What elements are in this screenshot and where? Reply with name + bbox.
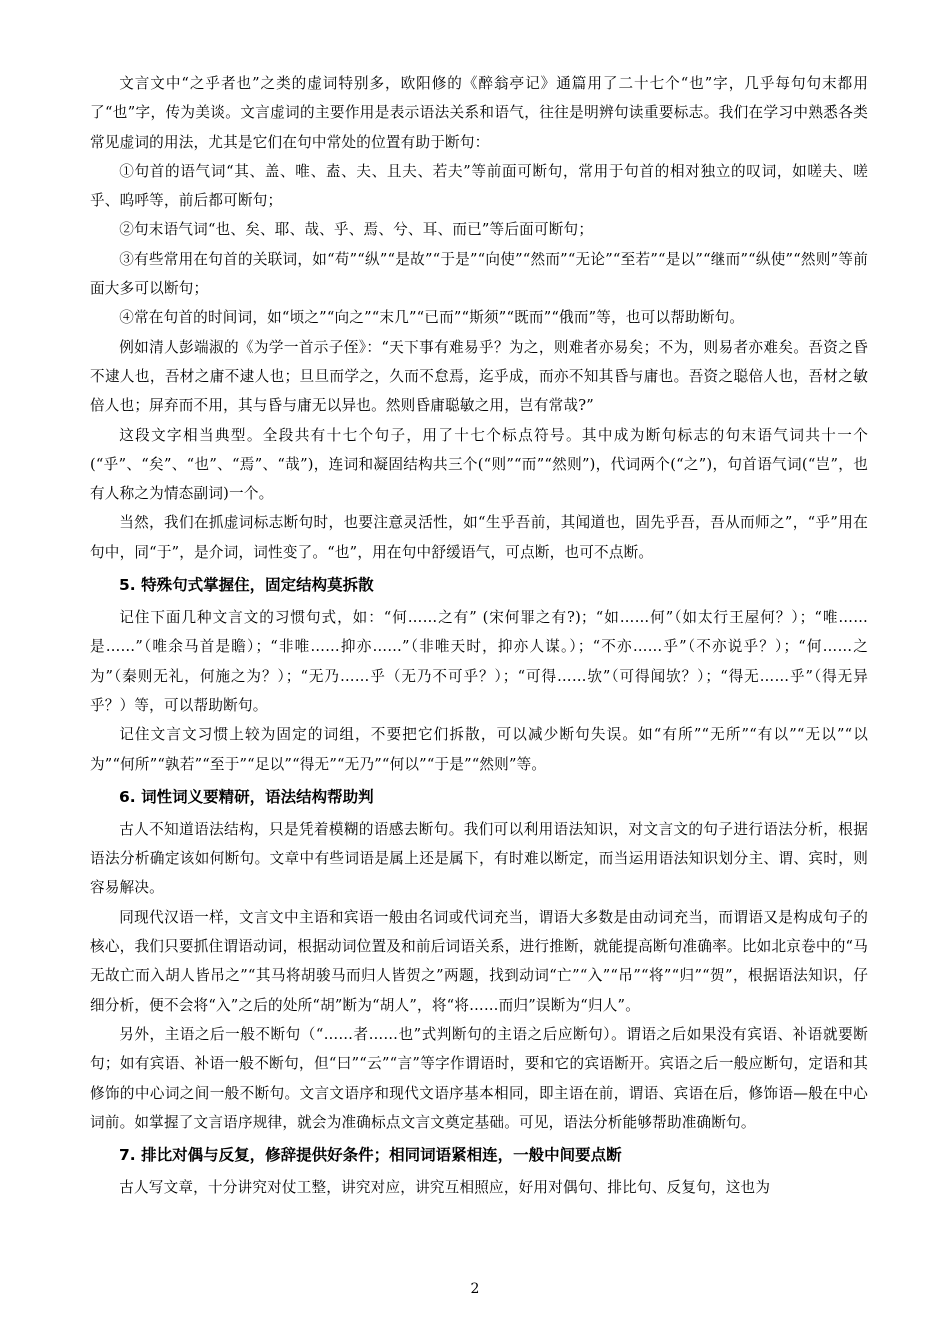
paragraph: 另外，主语之后一般不断句（“……者……也”式判断句的主语之后应断句）。谓语之后如果没有宾语、补语就要断句；如有宾语、补语一般不断句，但“曰”“云”“言”等字作谓语时，要和它的宾语断开。宾语之后一般应断句，定语和其修饰的中心词之间一般不断句。文言文语序和现代文语序基本相同，即主语在前，谓语、宾语在后，修饰语—般在中心词前。如掌握了文言语序规律，就会为准确标点文言文奠定基础。可见，语法分析能够帮助准确断句。 [90, 1025, 868, 1131]
paragraph: 古人不知道语法结构，只是凭着模糊的语感去断句。我们可以利用语法知识，对文言文的句子进行语法分析，根据语法分析确定该如何断句。文章中有些词语是属上还是属下，有时难以断定，而当运用语法知识划分主、谓、宾时，则容易解决。 [90, 820, 868, 897]
section-heading: 5. 特殊句式掌握住，固定结构莫拆散 [119, 576, 374, 595]
paragraph: 记住文言文习惯上较为固定的词组，不要把它们拆散，可以减少断句失误。如“有所”“无所”“有以”“无以”“以为”“何所”“孰若”“至于”“足以”“得无”“无乃”“何以”“于是”“然则”等。 [90, 726, 868, 773]
paragraph: ②句末语气词“也、矣、耶、哉、乎、焉、兮、耳、而已”等后面可断句； [119, 221, 594, 239]
paragraph: 文言文中“之乎者也”之类的虚词特别多，欧阳修的《醉翁亭记》通篇用了二十七个“也”字，几乎每句句末都用了“也”字，传为美谈。文言虚词的主要作用是表示语法关系和语气，往往是明辨句读重要标志。我们在学习中熟悉各类常见虚词的用法，尤其是它们在句中常处的位置有助于断句： [90, 75, 868, 151]
paragraph: 古人写文章，十分讲究对仗工整，讲究对应，讲究互相照应，好用对偶句、排比句、反复句，这也为 [119, 1179, 771, 1197]
section-heading: 7. 排比对偶与反复，修辞提供好条件；相同词语紧相连，一般中间要点断 [119, 1146, 622, 1165]
paragraph: 当然，我们在抓虚词标志断句时，也要注意灵活性，如“生乎吾前，其闻道也，固先乎吾，吾从而师之”，“乎”用在句中，同“于”，是介词，词性变了。“也”，用在句中舒缓语气，可点断，也可不点断。 [90, 514, 868, 561]
document-body [90, 69, 868, 1202]
paragraph: 记住下面几种文言文的习惯句式，如：“何……之有” (宋何罪之有?)；“如……何”（如太行王屋何？）；“唯……是……”（唯余马首是瞻）；“非唯……抑亦……”（非唯天时，抑亦人谋。）；“不亦……乎”（不亦说乎？）；“何……之为”（秦则无礼，何施之为？）；“无乃……乎（无乃不可乎？）；“可得……欤”（可得闻欤？）；“得无……乎”（得无异乎？）等，可以帮助断句。 [90, 609, 868, 714]
paragraph: ③有些常用在句首的关联词，如“苟”“纵”“是故”“于是”“向使”“然而”“无论”“至若”“是以”“继而”“纵使”“然则”等前面大多可以断句； [90, 250, 868, 298]
page-number: 2 [470, 1281, 480, 1297]
paragraph: ①句首的语气词“其、盖、唯、盍、夫、且夫、若夫”等前面可断句，常用于句首的相对独立的叹词，如嗟夫、嗟乎、呜呼等，前后都可断句； [90, 162, 868, 210]
paragraph: 这段文字相当典型。全段共有十七个句子，用了十七个标点符号。其中成为断句标志的句末语气词共十一个(“乎”、“矣”、“也”、“焉”、“哉”)，连词和凝固结构共三个(“则”“而”“然则”)，代词两个(“之”)，句首语气词(“岂”，也有人称之为情态副词)一个。 [90, 426, 868, 503]
section-heading: 6. 词性词义要精研，语法结构帮助判 [119, 787, 374, 806]
paragraph: 同现代汉语一样，文言文中主语和宾语一般由名词或代词充当，谓语大多数是由动词充当，而谓语又是构成句子的核心，我们只要抓住谓语动词，根据动词位置及和前后词语关系，进行推断，就能提高断句准确率。比如北京卷中的“马无故亡而入胡人皆吊之”“其马将胡骏马而归人皆贺之”两题，找到动词“亡”“入”“吊”“将”“归”“贺”，根据语法知识，仔细分析，便不会将“入”之后的处所“胡”断为“胡人”，将“将……而归”误断为“归人”。 [90, 908, 868, 1014]
paragraph: ④常在句首的时间词，如“顷之”“向之”“末几”“已而”“斯须”“既而”“俄而”等，也可以帮助断句。 [119, 309, 745, 327]
paragraph: 例如清人彭端淑的《为学一首示子侄》：“天下事有难易乎？为之，则难者亦易矣；不为，则易者亦难矣。吾资之昏不逮人也，吾材之庸不逮人也；旦旦而学之，久而不怠焉，迄乎成，而亦不知其昏与庸也。吾资之聪倍人也，吾材之敏倍人也；屏弃而不用，其与昏与庸无以异也。然则昏庸聪敏之用，岂有常哉?” [90, 338, 868, 415]
